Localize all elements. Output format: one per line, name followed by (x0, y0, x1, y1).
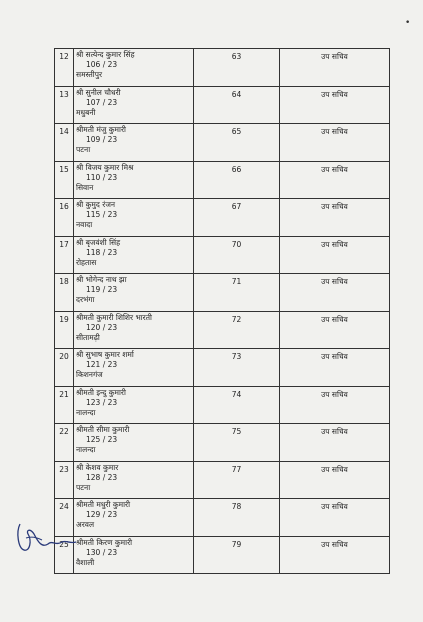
order-number: 120 / 23 (86, 322, 118, 332)
officer-details (74, 536, 194, 574)
district: पटना (76, 145, 91, 154)
table-row (55, 461, 390, 499)
officer-name: श्री विजय कुमार मिश्र (76, 162, 134, 172)
officer-details (74, 236, 194, 274)
table-row (55, 536, 390, 574)
code-number: 72 (194, 311, 280, 349)
officer-name: श्रीमती इन्दु कुमारी (76, 387, 126, 397)
code-number: 63 (194, 49, 280, 87)
officer-details (74, 424, 194, 462)
order-number: 121 / 23 (86, 360, 118, 369)
table-row (55, 236, 390, 274)
district: किशनगंज (76, 370, 103, 379)
designation: उप सचिव (280, 386, 390, 424)
district: नवादा (76, 220, 93, 229)
serial-number: 18 (55, 274, 74, 312)
code-number: 66 (194, 161, 280, 199)
table-row (55, 124, 390, 162)
district: नालन्दा (76, 445, 96, 454)
code-number: 74 (194, 386, 280, 424)
officer-name: श्री बृजवंशी सिंह (76, 237, 121, 247)
code-number: 71 (194, 274, 280, 312)
order-number: 118 / 23 (86, 247, 118, 257)
code-number: 73 (194, 349, 280, 387)
designation: उप सचिव (280, 236, 390, 274)
officer-name: श्री सुभाष कुमार शर्मा (76, 350, 134, 359)
district: वैशाली (76, 557, 95, 567)
designation: उप सचिव (280, 86, 390, 124)
officer-name: श्री भोगेन्द नाथ झा (76, 275, 127, 284)
designation: उप सचिव (280, 349, 390, 387)
designation: उप सचिव (280, 49, 390, 87)
serial-number: 15 (55, 161, 74, 199)
serial-number: 21 (55, 386, 74, 424)
serial-number: 22 (55, 424, 74, 462)
officer-details (74, 49, 194, 87)
officer-details (74, 274, 194, 312)
order-number: 128 / 23 (86, 472, 118, 482)
table-row (55, 274, 390, 312)
officer-name: श्री कुमुद रंजन (76, 200, 116, 209)
table-row (55, 311, 390, 349)
code-number: 67 (194, 199, 280, 237)
officer-name: श्रीमती कुमारी शिशिर भारती (76, 312, 152, 322)
designation: उप सचिव (280, 424, 390, 462)
officer-details (74, 124, 194, 162)
district: सिवान (76, 182, 94, 192)
district: सीतामढ़ी (76, 332, 100, 342)
officer-name: श्री केशव कुमार (76, 462, 119, 472)
district: अरवल (76, 520, 95, 529)
designation: उप सचिव (280, 536, 390, 574)
officer-details (74, 461, 194, 499)
serial-number: 25 (55, 536, 74, 574)
order-number: 129 / 23 (86, 510, 118, 519)
order-number: 123 / 23 (86, 397, 118, 407)
signature (12, 518, 82, 558)
district: पटना (76, 482, 91, 492)
order-number: 110 / 23 (86, 172, 118, 182)
order-number: 119 / 23 (86, 285, 118, 294)
table-row (55, 424, 390, 462)
designation: उप सचिव (280, 199, 390, 237)
designation: उप सचिव (280, 311, 390, 349)
designation: उप सचिव (280, 161, 390, 199)
officer-details (74, 161, 194, 199)
officer-table-body (55, 49, 390, 574)
officer-name: श्रीमती सीमा कुमारी (76, 425, 130, 434)
order-number: 107 / 23 (86, 97, 118, 107)
serial-number: 23 (55, 461, 74, 499)
officer-details (74, 311, 194, 349)
officer-details (74, 199, 194, 237)
table-row (55, 499, 390, 537)
order-number: 106 / 23 (86, 60, 118, 69)
designation: उप सचिव (280, 461, 390, 499)
page-mark: • (405, 18, 411, 28)
district: मधुबनी (76, 107, 96, 117)
code-number: 77 (194, 461, 280, 499)
code-number: 70 (194, 236, 280, 274)
table-row (55, 349, 390, 387)
table-row (55, 86, 390, 124)
district: रोहतास (76, 257, 97, 267)
officer-name: श्रीमती किरण कुमारी (76, 537, 133, 547)
designation: उप सचिव (280, 124, 390, 162)
table-row (55, 199, 390, 237)
designation: उप सचिव (280, 274, 390, 312)
serial-number: 13 (55, 86, 74, 124)
table-row (55, 49, 390, 87)
district: समस्तीपुर (76, 70, 103, 79)
district: दरभंगा (76, 295, 95, 304)
officer-details (74, 499, 194, 537)
serial-number: 24 (55, 499, 74, 537)
order-number: 125 / 23 (86, 435, 118, 444)
officer-details (74, 349, 194, 387)
serial-number: 19 (55, 311, 74, 349)
serial-number: 14 (55, 124, 74, 162)
officer-name: श्री सुनील चौधरी (76, 87, 121, 97)
designation: उप सचिव (280, 499, 390, 537)
officer-table (54, 48, 390, 574)
officer-details (74, 386, 194, 424)
order-number: 109 / 23 (86, 135, 118, 144)
officer-name: श्रीमती मंजु कुमारी (76, 125, 126, 134)
code-number: 78 (194, 499, 280, 537)
code-number: 79 (194, 536, 280, 574)
officer-name: श्री सत्येन्द कुमार सिंह (76, 50, 135, 59)
officer-details (74, 86, 194, 124)
serial-number: 16 (55, 199, 74, 237)
code-number: 64 (194, 86, 280, 124)
table-row (55, 386, 390, 424)
code-number: 65 (194, 124, 280, 162)
order-number: 130 / 23 (86, 547, 118, 557)
code-number: 75 (194, 424, 280, 462)
table-row (55, 161, 390, 199)
serial-number: 17 (55, 236, 74, 274)
district: नालन्दा (76, 407, 96, 417)
officer-name: श्रीमती मधुरी कुमारी (76, 500, 131, 509)
serial-number: 12 (55, 49, 74, 87)
order-number: 115 / 23 (86, 210, 118, 219)
serial-number: 20 (55, 349, 74, 387)
